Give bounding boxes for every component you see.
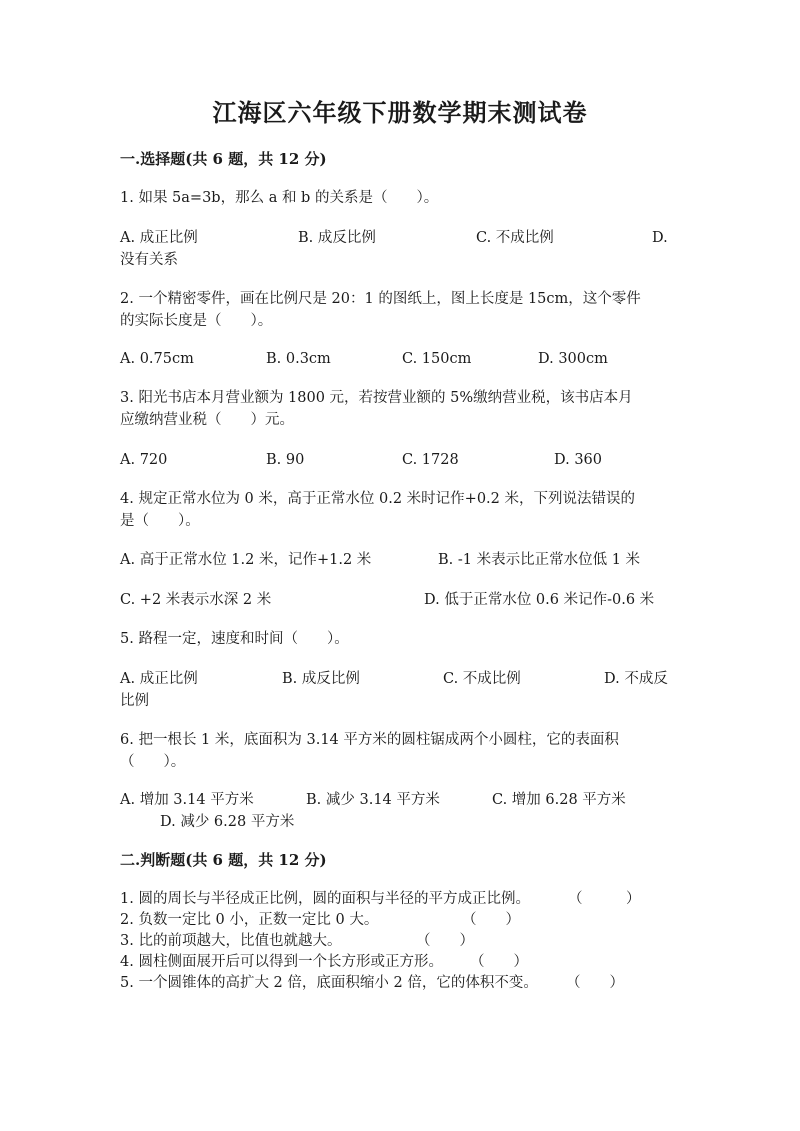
q5-option-a: A. 成正比例 — [120, 671, 198, 687]
q3-option-a: A. 720 — [120, 452, 168, 468]
question-4-line-1: 4. 规定正常水位为 0 米，高于正常水位 0.2 米时记作+0.2 米，下列说法错误的 — [120, 491, 635, 507]
q4-option-b: B. -1 米表示比正常水位低 1 米 — [438, 552, 641, 568]
judge-item-4-answer-paren: （ ） — [470, 954, 528, 970]
section2-heading: 二.判断题(共 6 题，共 12 分) — [120, 851, 327, 869]
judge-item-2: 2. 负数一定比 0 小，正数一定比 0 大。 — [120, 912, 379, 928]
q2-option-d: D. 300cm — [538, 351, 608, 367]
q2-option-c: C. 150cm — [402, 351, 472, 367]
question-6-line-2: （ ）。 — [120, 754, 186, 770]
q2-option-a: A. 0.75cm — [120, 351, 194, 367]
q3-option-c: C. 1728 — [402, 452, 459, 468]
q5-option-c: C. 不成比例 — [443, 671, 521, 687]
judge-item-3-answer-paren: （ ） — [416, 933, 474, 949]
question-2 — [120, 288, 680, 332]
q5-option-d: D. 不成反 — [604, 671, 668, 687]
judge-item-1-answer-paren: （ ） — [568, 891, 641, 907]
question-3-line-1: 3. 阳光书店本月营业额为 1800 元，若按营业额的 5%缴纳营业税，该书店本月 — [120, 390, 633, 406]
question-3 — [120, 387, 680, 431]
question-1-line-1: 1. 如果 5a=3b，那么 a 和 b 的关系是（ ）。 — [120, 190, 439, 206]
exam-title: 江海区六年级下册数学期末测试卷 — [212, 98, 588, 127]
judge-item-1: 1. 圆的周长与半径成正比例，圆的面积与半径的平方成正比例。 — [120, 891, 530, 907]
q4-option-d: D. 低于正常水位 0.6 米记作-0.6 米 — [424, 592, 655, 608]
section1-heading: 一.选择题(共 6 题，共 12 分) — [120, 150, 327, 168]
q6-option-d: D. 减少 6.28 平方米 — [160, 814, 295, 830]
q1-option-d: D. — [652, 230, 668, 246]
q3-option-d: D. 360 — [554, 452, 603, 468]
q5-option-d-text: 比例 — [120, 693, 149, 709]
question-3-line-2: 应缴纳营业税（ ）元。 — [120, 412, 294, 428]
q4-option-c: C. +2 米表示水深 2 米 — [120, 592, 272, 608]
q5-option-b: B. 成反比例 — [282, 671, 360, 687]
question-4 — [120, 488, 680, 532]
q6-option-a: A. 增加 3.14 平方米 — [120, 792, 254, 808]
q6-option-b: B. 减少 3.14 平方米 — [306, 792, 440, 808]
q2-option-b: B. 0.3cm — [266, 351, 331, 367]
question-1 — [120, 187, 680, 209]
question-2-line-2: 的实际长度是（ ）。 — [120, 313, 273, 329]
question-2-line-1: 2. 一个精密零件，画在比例尺是 20：1 的图纸上，图上长度是 15cm，这个零件 — [120, 291, 641, 307]
question-5-line-1: 5. 路程一定，速度和时间（ ）。 — [120, 631, 349, 647]
q3-option-b: B. 90 — [266, 452, 305, 468]
question-6 — [120, 729, 680, 773]
judge-item-5: 5. 一个圆锥体的高扩大 2 倍，底面积缩小 2 倍，它的体积不变。 — [120, 975, 538, 991]
q6-option-c: C. 增加 6.28 平方米 — [492, 792, 626, 808]
judge-item-3: 3. 比的前项越大，比值也就越大。 — [120, 933, 342, 949]
question-6-line-1: 6. 把一根长 1 米，底面积为 3.14 平方米的圆柱锯成两个小圆柱，它的表面积 — [120, 732, 619, 748]
judge-item-5-answer-paren: （ ） — [566, 975, 624, 991]
q1-option-c: C. 不成比例 — [476, 230, 554, 246]
q1-option-b: B. 成反比例 — [298, 230, 376, 246]
question-5 — [120, 628, 680, 650]
q4-option-a: A. 高于正常水位 1.2 米，记作+1.2 米 — [120, 552, 372, 568]
q1-option-a: A. 成正比例 — [120, 230, 198, 246]
judge-item-4: 4. 圆柱侧面展开后可以得到一个长方形或正方形。 — [120, 954, 443, 970]
judge-item-2-answer-paren: （ ） — [462, 912, 520, 928]
q1-option-d-text: 没有关系 — [120, 252, 178, 268]
question-4-line-2: 是（ ）。 — [120, 513, 200, 529]
